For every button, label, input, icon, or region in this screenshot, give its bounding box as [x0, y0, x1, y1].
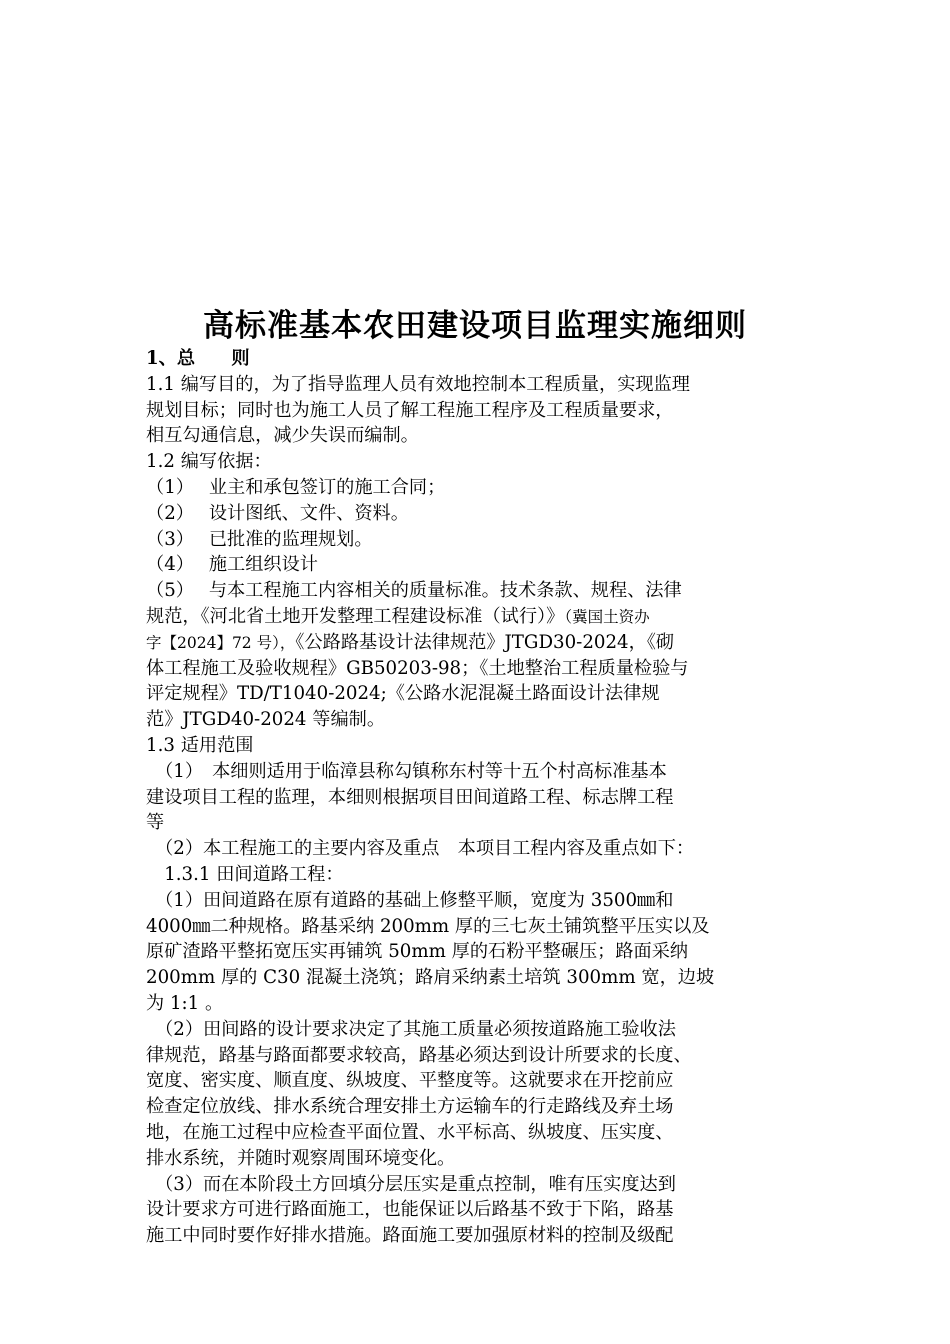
text-line	[146, 1197, 826, 1223]
text-line	[146, 1043, 826, 1069]
line-text: 排水系统，并随时观察周围环境变化。	[146, 1147, 456, 1169]
text-line	[146, 785, 826, 811]
line-text: （2）田间路的设计要求决定了其施工质量必须按道路施工验收法	[146, 1018, 676, 1040]
text-line	[146, 914, 826, 940]
text-line	[146, 656, 826, 682]
line-text: （2）本工程施工的主要内容及重点 本项目工程内容及重点如下：	[146, 838, 695, 860]
text-line	[146, 1120, 826, 1146]
line-text: 1.2 编写依据：	[146, 451, 272, 473]
line-text: 规划目标；同时也为施工人员了解工程施工程序及工程质量要求，	[146, 399, 674, 421]
text-line	[146, 888, 826, 914]
line-text: 4000㎜二种规格。路基采纳 200mm 厚的三七灰土铺筑整平压实以及	[146, 915, 710, 937]
document-body	[146, 346, 826, 1249]
line-text: （4） 施工组织设计	[146, 554, 318, 576]
text-line	[146, 449, 826, 475]
line-text: 1.1 编写目的，为了指导监理人员有效地控制本工程质量，实现监理	[146, 373, 690, 395]
text-line	[146, 965, 826, 991]
line-text: 规范，《河北省土地开发整理工程建设标准（试行）》	[146, 605, 565, 627]
line-text: （2） 设计图纸、文件、资料。	[146, 502, 409, 524]
line-text: 原矿渣路平整拓宽压实再铺筑 50mm 厚的石粉平整碾压；路面采纳	[146, 941, 689, 963]
line-text: 设计要求方可进行路面施工，也能保证以后路基不致于下陷，路基	[146, 1199, 674, 1221]
line-text: 检查定位放线、排水系统合理安排土方运输车的行走路线及弃土场	[146, 1096, 674, 1118]
line-text: （3） 已批准的监理规划。	[146, 528, 373, 550]
line-text: 相互勾通信息，减少失误而编制。	[146, 425, 419, 447]
line-text: 建设项目工程的监理，本细则根据项目田间道路工程、标志牌工程	[146, 786, 674, 808]
line-text: 等	[146, 812, 165, 834]
text-line	[146, 810, 826, 836]
line-text: 范》JTGD40-2024 等编制。	[146, 709, 386, 731]
text-line	[146, 578, 826, 604]
line-text: 评定规程》TD/T1040-2024;《公路水泥混凝土路面设计法律规	[146, 683, 660, 705]
text-line	[146, 707, 826, 733]
text-line	[146, 939, 826, 965]
line-text: 1.3.1 田间道路工程：	[146, 863, 344, 885]
text-line	[146, 1094, 826, 1120]
line-text-small: （冀国土资办	[564, 607, 650, 626]
text-line	[146, 681, 826, 707]
text-line	[146, 733, 826, 759]
line-text: 地，在施工过程中应检查平面位置、水平标高、纵坡度、压实度、	[146, 1121, 674, 1143]
text-line	[146, 604, 826, 630]
line-text: （3）而在本阶段土方回填分层压实是重点控制，唯有压实度达到	[146, 1173, 676, 1195]
text-line	[146, 836, 826, 862]
line-text: 律规范，路基与路面都要求较高，路基必须达到设计所要求的长度、	[146, 1044, 692, 1066]
text-line	[146, 862, 826, 888]
text-line	[146, 527, 826, 553]
line-text: 体工程施工及验收规程》GB50203-98；《土地整治工程质量检验与	[146, 657, 689, 679]
text-line	[146, 372, 826, 398]
text-line	[146, 1223, 826, 1249]
text-line	[146, 552, 826, 578]
text-line	[146, 501, 826, 527]
line-text: （1） 本细则适用于临漳县称勾镇称东村等十五个村高标准基本	[146, 760, 667, 782]
line-text: （1） 业主和承包签订的施工合同；	[146, 476, 446, 498]
line-text-rest: 《公路路基设计法律规范》JTGD30-2024，《砌	[295, 631, 675, 653]
line-text: 200mm 厚的 C30 混凝土浇筑；路肩采纳素土培筑 300mm 宽，边坡	[146, 967, 715, 989]
line-text: 1、总 则	[146, 348, 250, 369]
text-line	[146, 1172, 826, 1198]
text-line	[146, 759, 826, 785]
text-line	[146, 991, 826, 1017]
text-line	[146, 475, 826, 501]
line-text: 宽度、密实度、顺直度、纵坡度、平整度等。这就要求在开挖前应	[146, 1070, 674, 1092]
text-line	[146, 1017, 826, 1043]
text-line	[146, 630, 826, 656]
document-title: 高标准基本农田建设项目监理实施细则	[203, 308, 747, 344]
line-text: （5） 与本工程施工内容相关的质量标准。技术条款、规程、法律	[146, 580, 682, 602]
text-line	[146, 1146, 826, 1172]
line-text: （1）田间道路在原有道路的基础上修整平顺，宽度为 3500㎜和	[146, 889, 674, 911]
text-line	[146, 423, 826, 449]
text-line	[146, 346, 826, 372]
text-line	[146, 398, 826, 424]
line-text-small: 字【2024】72 号），	[146, 633, 296, 652]
line-text: 施工中同时要作好排水措施。路面施工要加强原材料的控制及级配	[146, 1225, 674, 1247]
line-text: 1.3 适用范围	[146, 734, 254, 756]
line-text: 为 1:1 。	[146, 992, 224, 1014]
text-line	[146, 1068, 826, 1094]
